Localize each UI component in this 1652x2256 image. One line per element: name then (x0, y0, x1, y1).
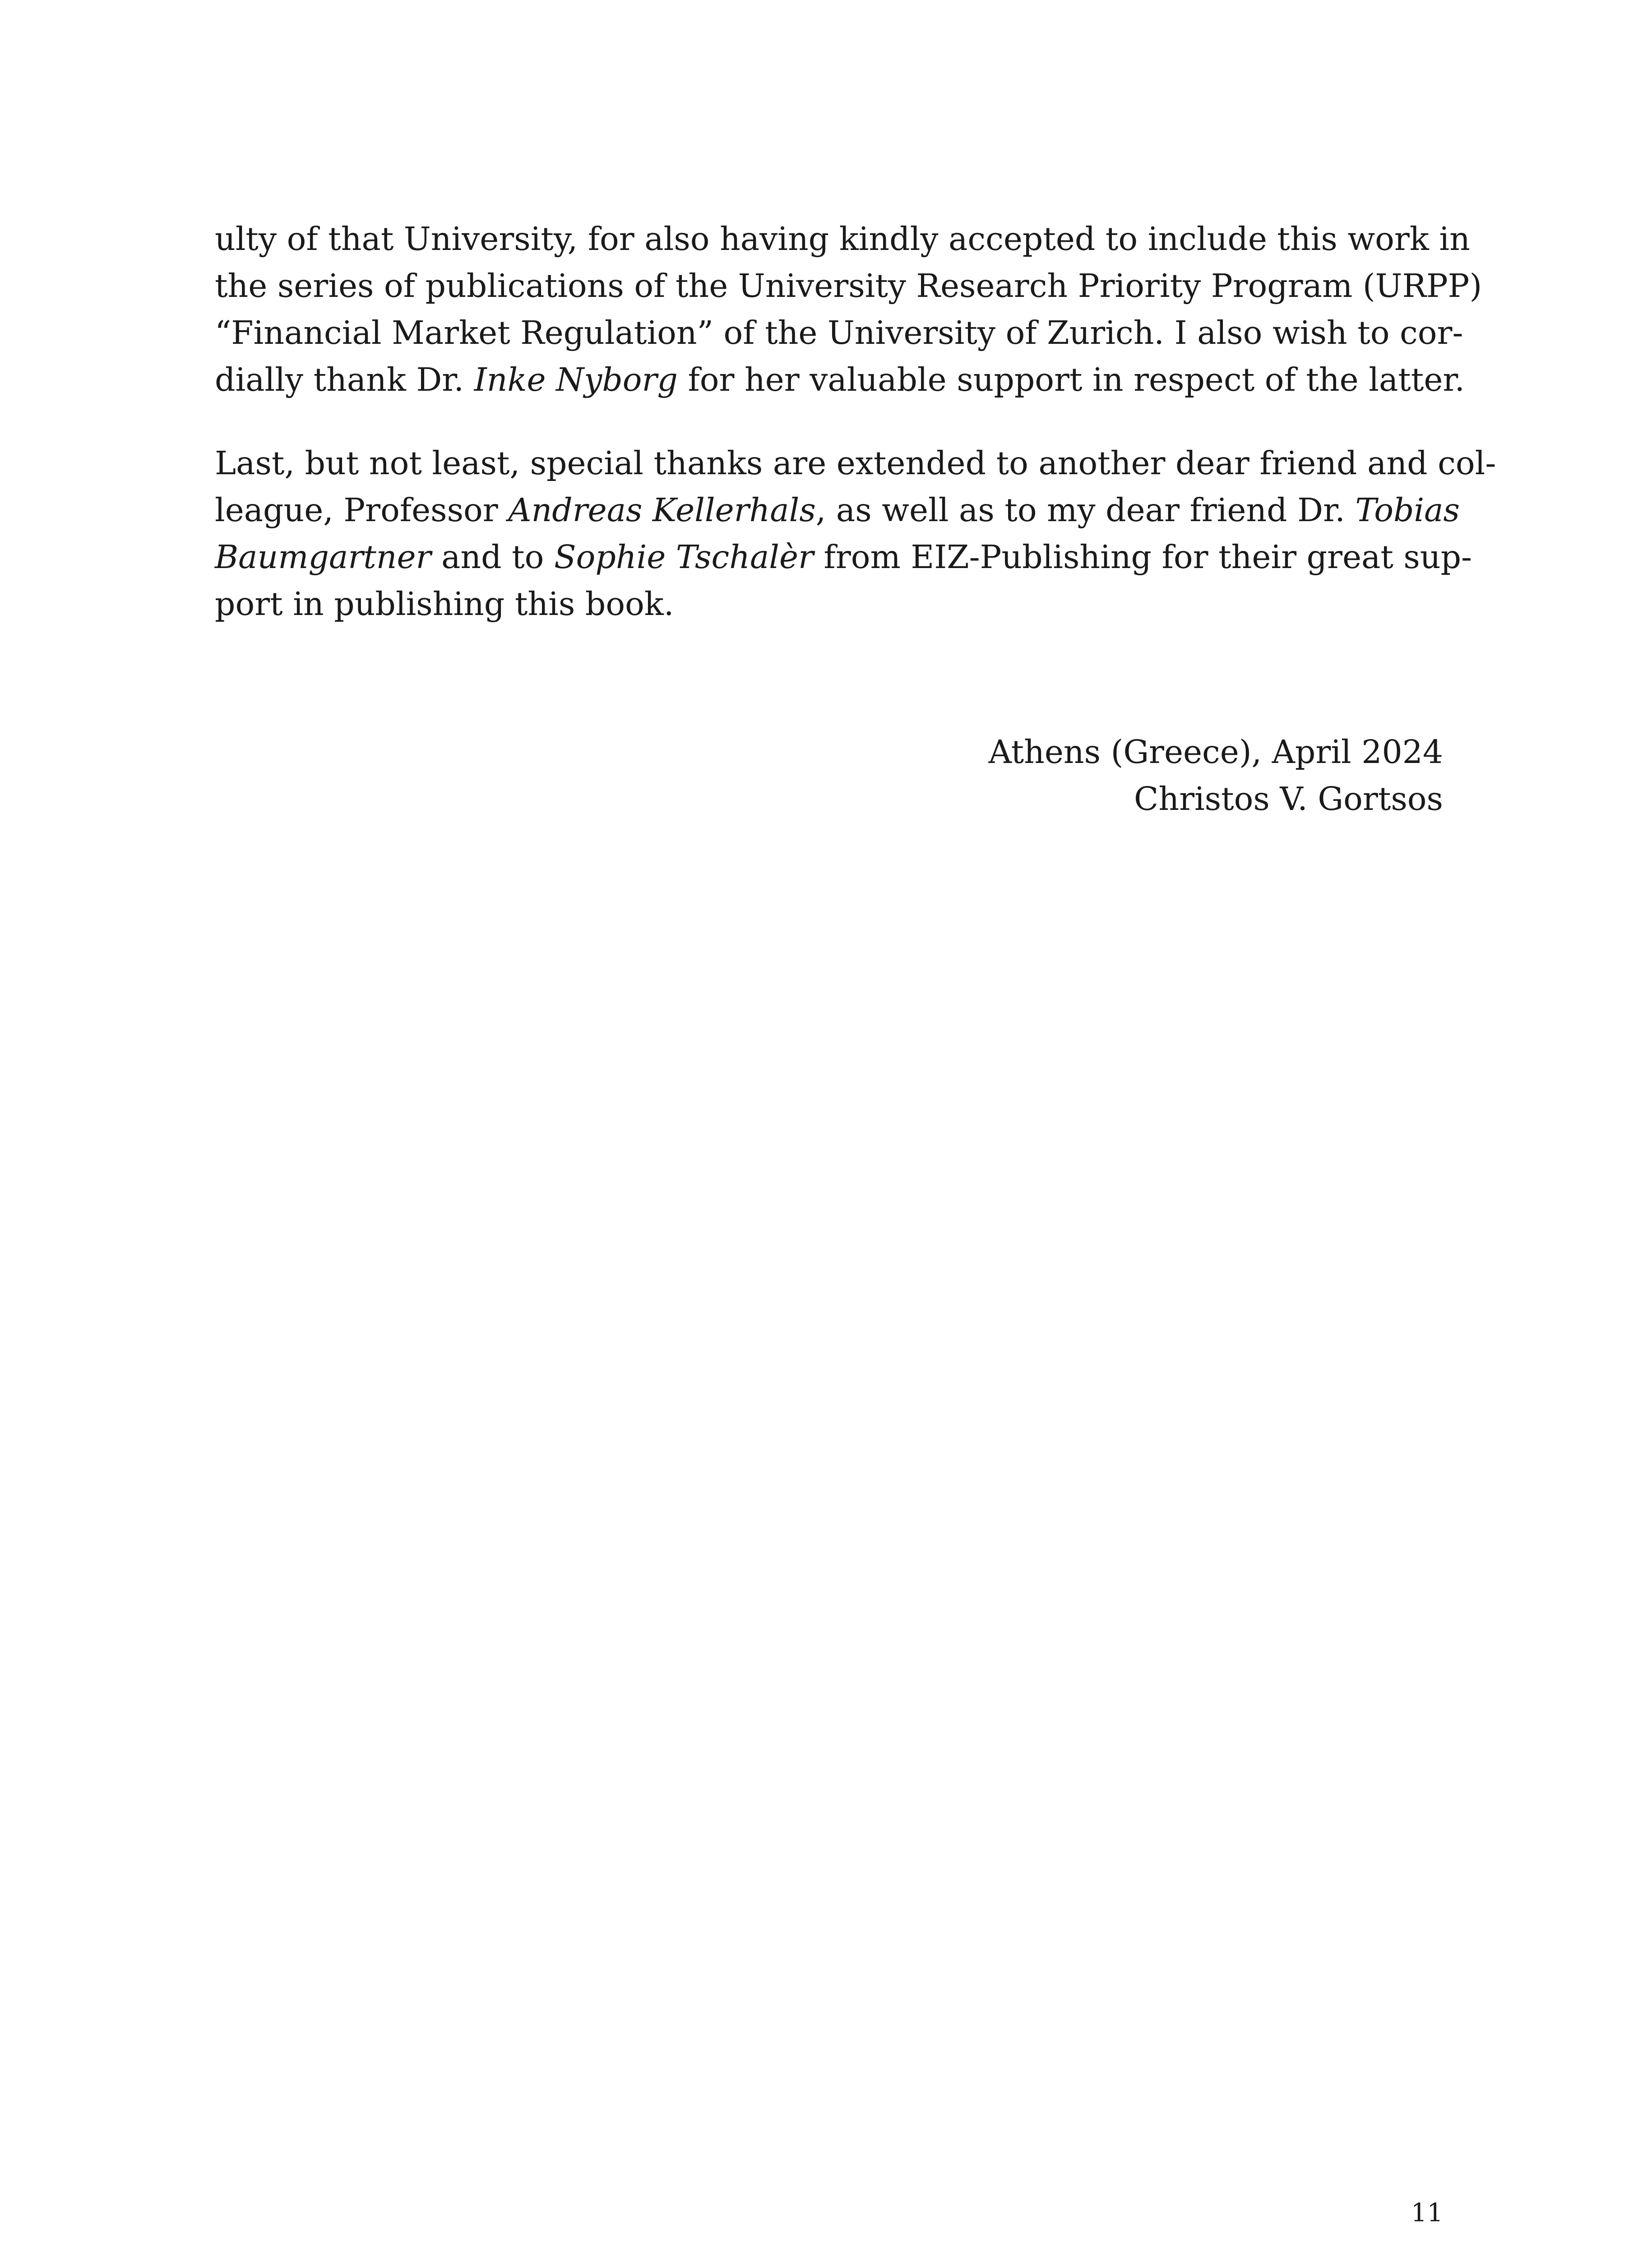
text-fragment: and to (431, 538, 554, 576)
signature-block (989, 729, 1443, 823)
author-name: Christos V. Gortsos (1134, 780, 1443, 818)
text-line: Last, but not least, special thanks are extended to another dear friend and col- (215, 444, 1496, 482)
text-line: “Financial Market Regulation” of the University of Zurich. I also wish to cor- (215, 314, 1463, 351)
text-fragment: from EIZ-Publishing for their great sup- (813, 538, 1472, 576)
text-fragment: dially thank Dr. (215, 361, 474, 398)
place-and-date: Athens (Greece), April 2024 (988, 733, 1443, 771)
person-name: Tobias (1355, 491, 1460, 529)
person-name: Andreas Kellerhals (508, 491, 816, 529)
text-line: the series of publications of the University Research Priority Program (URPP) (215, 267, 1482, 305)
acknowledgement-paragraph-2 (215, 440, 1496, 628)
text-line (215, 356, 1465, 403)
person-name: Baumgartner (215, 538, 431, 576)
page-number: 11 (1411, 2198, 1443, 2228)
text-fragment: , as well as to my dear friend Dr. (815, 491, 1356, 529)
text-line: port in publishing this book. (215, 585, 674, 623)
text-line: ulty of that University, for also having kindly accepted to include this work in (215, 220, 1470, 258)
person-name: Sophie Tschalèr (554, 538, 814, 576)
text-fragment: league, Professor (215, 491, 509, 529)
text-fragment: for her valuable support in respect of the latter. (677, 361, 1465, 398)
text-line (215, 534, 1472, 581)
person-name: Inke Nyborg (474, 361, 678, 398)
acknowledgement-paragraph-1 (215, 216, 1482, 403)
text-line (215, 487, 1460, 534)
